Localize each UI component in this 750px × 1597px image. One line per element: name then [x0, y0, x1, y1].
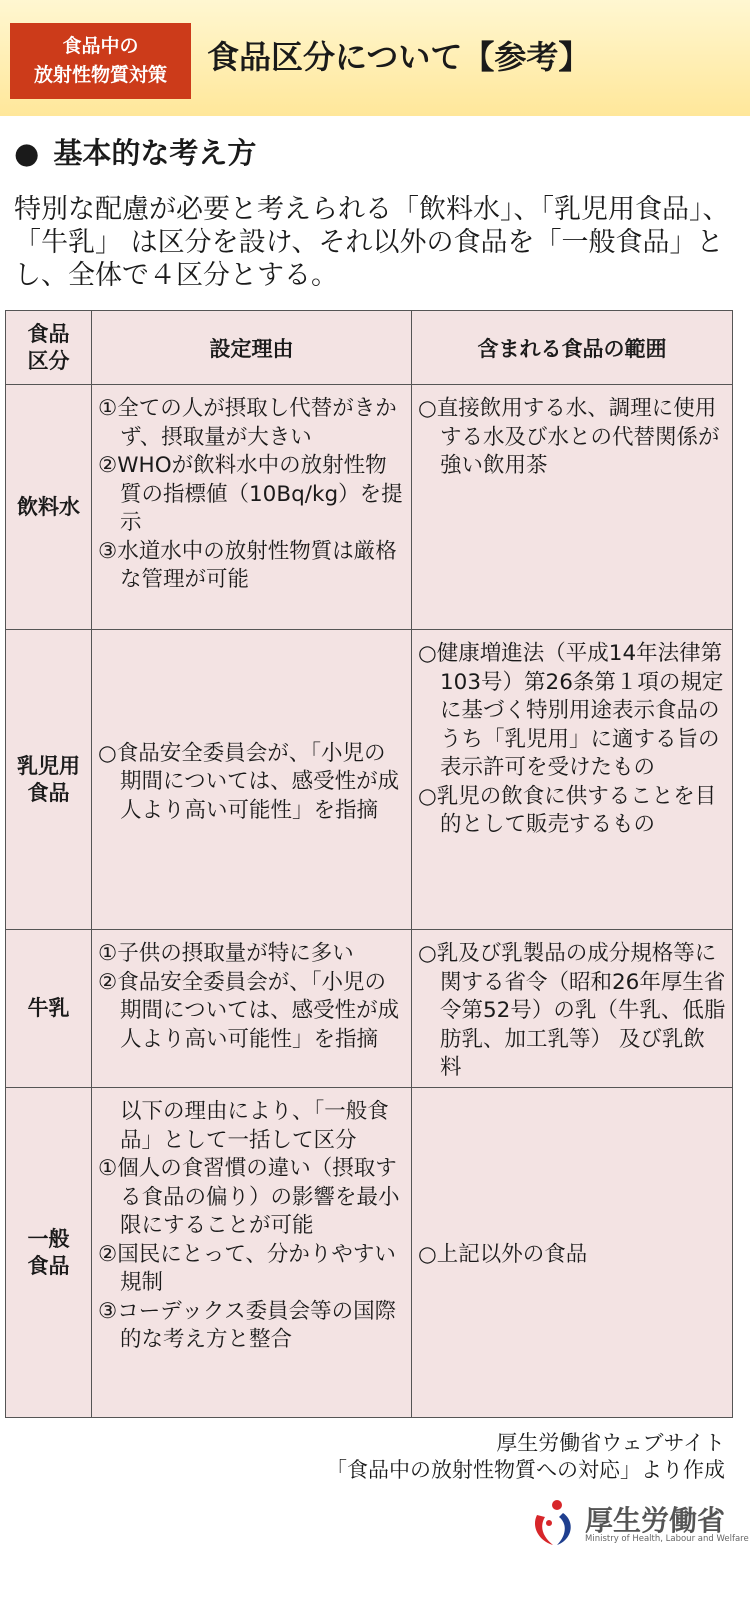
table-row: [6, 630, 733, 930]
ministry-logo: [527, 1497, 749, 1549]
section-heading-text: 基本的な考え方: [53, 136, 257, 170]
scope-item: ○健康増進法（平成14年法律第103号）第26条第１項の規定に基づく特別用途表示食品のうち「乳児用」に適する旨の表示許可を受けたもの: [418, 641, 724, 780]
ministry-name-english: Ministry of Health, Labour and Welfare: [585, 1534, 749, 1544]
scope-item: ○上記以外の食品: [418, 1242, 588, 1268]
scope-cell: [412, 1088, 733, 1418]
ministry-name: 厚生労働省: [585, 1504, 726, 1537]
page-title: 食品区分について【参考】: [207, 38, 591, 76]
category-cell: 飲料水: [6, 385, 92, 630]
reason-item: ②WHOが飲料水中の放射性物質の指標値（10Bq/kg）を提示: [98, 453, 403, 535]
reason-item: ②国民にとって、分かりやすい規制: [98, 1241, 396, 1295]
scope-cell: [412, 630, 733, 930]
scope-cell: [412, 385, 733, 630]
category-cell: 牛乳: [6, 930, 92, 1088]
table-header-row: [6, 311, 733, 385]
reason-item: ③水道水中の放射性物質は厳格な管理が可能: [98, 538, 397, 592]
reason-item: 以下の理由により、「一般食品」として一括して区分: [120, 1099, 389, 1153]
intro-text: 特別な配慮が必要と考えられる「飲料水」、「乳児用食品」、「牛乳」 は区分を設け、それ以外の食品を「一般食品」とし、全体で４区分とする。: [14, 194, 730, 291]
scope-item: ○直接飲用する水、調理に使用する水及び水との代替関係が強い飲用茶: [418, 396, 720, 478]
reason-cell: [92, 1088, 412, 1418]
header-category: 食品 区分: [6, 311, 92, 385]
reason-cell: [92, 385, 412, 630]
reason-item: ①全ての人が摂取し代替がきかず、摂取量が大きい: [98, 396, 397, 450]
reason-item: ○食品安全委員会が、「小児の期間については、感受性が成人より高い可能性」を指摘: [98, 740, 400, 823]
reason-item: ①子供の摂取量が特に多い: [98, 941, 354, 966]
source-line: 厚生労働省ウェブサイト: [496, 1431, 725, 1455]
reason-cell: [92, 630, 412, 930]
food-category-table: [5, 310, 733, 1418]
header-scope: 含まれる食品の範囲: [412, 311, 733, 385]
header-reason: 設定理由: [92, 311, 412, 385]
table-row: [6, 930, 733, 1088]
source-note: [326, 1430, 725, 1484]
section-heading: [14, 131, 256, 175]
ministry-logo-icon: [527, 1497, 577, 1549]
bullet-icon: ●: [14, 136, 40, 170]
page-header: [0, 0, 750, 116]
reason-item: ③コーデックス委員会等の国際的な考え方と整合: [98, 1298, 397, 1352]
table-row: [6, 1088, 733, 1418]
category-badge: 食品中の 放射性物質対策: [10, 23, 191, 99]
source-line: 「食品中の放射性物質への対応」より作成: [326, 1458, 725, 1482]
table-row: [6, 385, 733, 630]
category-cell: 乳児用 食品: [6, 630, 92, 930]
category-cell: 一般 食品: [6, 1088, 92, 1418]
reason-item: ①個人の食習慣の違い（摂取する食品の偏り）の影響を最小限にすることが可能: [98, 1156, 400, 1238]
scope-item: ○乳児の飲食に供することを目的として販売するもの: [418, 783, 717, 837]
reason-item: ②食品安全委員会が、「小児の期間については、感受性が成人より高い可能性」を指摘: [98, 969, 400, 1052]
scope-item: ○乳及び乳製品の成分規格等に関する省令（昭和26年厚生省令第52号）の乳（牛乳、低脂肪乳、加工乳等） 及び乳飲料: [418, 941, 726, 1080]
scope-cell: [412, 930, 733, 1088]
reason-cell: [92, 930, 412, 1088]
